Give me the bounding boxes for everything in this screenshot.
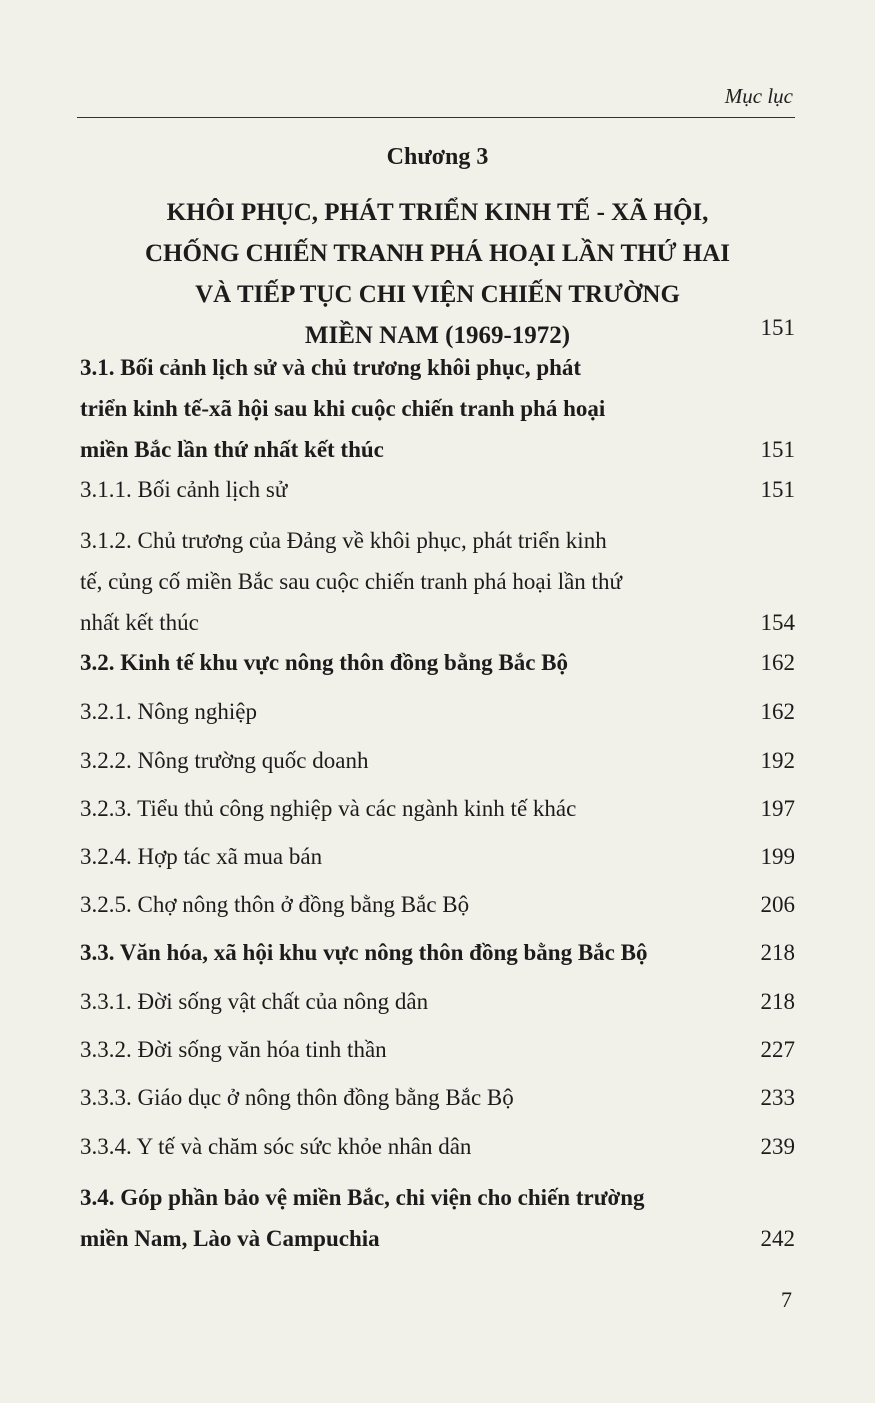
toc-entry-line: 3.1. Bối cảnh lịch sử và chủ trương khôi phục, phát bbox=[80, 355, 582, 380]
toc-page-number: 199 bbox=[760, 844, 795, 869]
toc-entry-line: 3.3.4. Y tế và chăm sóc sức khỏe nhân dân bbox=[80, 1134, 472, 1159]
toc-page-number: 192 bbox=[760, 748, 795, 773]
chapter-title-line: MIỀN NAM (1969-1972) bbox=[304, 322, 571, 349]
toc-entry-line: nhất kết thúc bbox=[80, 610, 199, 635]
toc-page-number: 154 bbox=[760, 610, 795, 635]
toc-entry-line: 3.2.2. Nông trường quốc doanh bbox=[80, 748, 369, 773]
header-divider bbox=[77, 117, 795, 118]
toc-entry-3-4 bbox=[80, 1177, 795, 1259]
toc-page-number: 151 bbox=[760, 437, 795, 462]
toc-entry-3-3-3 bbox=[80, 1077, 795, 1118]
toc-entry-line: miền Bắc lần thứ nhất kết thúc bbox=[80, 437, 384, 462]
toc-entry-line: 3.4. Góp phần bảo vệ miền Bắc, chi viện cho chiến trường bbox=[80, 1185, 645, 1210]
toc-entry-3-1 bbox=[80, 347, 795, 470]
toc-page-number: 218 bbox=[760, 940, 795, 965]
toc-page-number: 162 bbox=[760, 650, 795, 675]
chapter-label: Chương 3 bbox=[386, 144, 489, 170]
toc-page-number: 218 bbox=[760, 989, 795, 1014]
chapter-page-number: 151 bbox=[760, 315, 795, 340]
toc-entry-3-2 bbox=[80, 642, 795, 683]
toc-entry-line: 3.1.2. Chủ trương của Đảng về khôi phục, phát triển kinh bbox=[80, 528, 607, 553]
toc-entry-line: 3.3.1. Đời sống vật chất của nông dân bbox=[80, 989, 429, 1014]
toc-entry-line: 3.2.5. Chợ nông thôn ở đồng bằng Bắc Bộ bbox=[80, 892, 470, 917]
toc-entry-line: 3.1.1. Bối cảnh lịch sử bbox=[80, 477, 288, 502]
page-number: 7 bbox=[781, 1287, 792, 1312]
toc-entry-3-2-2 bbox=[80, 740, 795, 781]
toc-page-number: 227 bbox=[760, 1037, 795, 1062]
toc-page-number: 233 bbox=[760, 1085, 795, 1110]
toc-page-number: 162 bbox=[760, 699, 795, 724]
toc-entry-3-2-5 bbox=[80, 884, 795, 925]
chapter-title-line: KHÔI PHỤC, PHÁT TRIỂN KINH TẾ - XÃ HỘI, bbox=[166, 199, 709, 226]
toc-entry-line: miền Nam, Lào và Campuchia bbox=[80, 1226, 380, 1251]
chapter-title-line: CHỐNG CHIẾN TRANH PHÁ HOẠI LẦN THỨ HAI bbox=[144, 240, 730, 267]
toc-page-number: 239 bbox=[760, 1134, 795, 1159]
toc-entry-3-2-1 bbox=[80, 691, 795, 732]
toc-entry-3-3 bbox=[80, 932, 795, 973]
toc-entry-line: tế, củng cố miền Bắc sau cuộc chiến tranh phá hoại lần thứ bbox=[80, 569, 622, 594]
toc-entry-3-3-2 bbox=[80, 1029, 795, 1070]
toc-entry-3-3-4 bbox=[80, 1126, 795, 1167]
toc-entry-line: 3.2.3. Tiểu thủ công nghiệp và các ngành kinh tế khác bbox=[80, 796, 577, 821]
toc-entry-line: triển kinh tế-xã hội sau khi cuộc chiến tranh phá hoại bbox=[80, 396, 606, 421]
toc-entry-line: 3.3.2. Đời sống văn hóa tinh thần bbox=[80, 1037, 387, 1062]
toc-page-number: 242 bbox=[760, 1226, 795, 1251]
chapter-title-line: VÀ TIẾP TỤC CHI VIỆN CHIẾN TRƯỜNG bbox=[195, 281, 680, 308]
toc-entry-3-1-1 bbox=[80, 469, 795, 510]
toc-entry-3-2-3 bbox=[80, 788, 795, 829]
toc-entry-line: 3.2. Kinh tế khu vực nông thôn đồng bằng Bắc Bộ bbox=[80, 650, 568, 675]
chapter-title bbox=[0, 192, 875, 356]
toc-entry-3-2-4 bbox=[80, 836, 795, 877]
toc-entry-line: 3.2.1. Nông nghiệp bbox=[80, 699, 257, 724]
toc-page-number: 206 bbox=[760, 892, 795, 917]
toc-entry-line: 3.3.3. Giáo dục ở nông thôn đồng bằng Bắc Bộ bbox=[80, 1085, 514, 1110]
running-header-title: Mục lục bbox=[724, 84, 793, 108]
toc-entry-3-1-2 bbox=[80, 520, 795, 643]
toc-page-number: 197 bbox=[760, 796, 795, 821]
toc-entry-3-3-1 bbox=[80, 981, 795, 1022]
toc-entry-line: 3.2.4. Hợp tác xã mua bán bbox=[80, 844, 323, 869]
toc-page-number: 151 bbox=[760, 477, 795, 502]
toc-entry-line: 3.3. Văn hóa, xã hội khu vực nông thôn đồng bằng Bắc Bộ bbox=[80, 940, 648, 965]
